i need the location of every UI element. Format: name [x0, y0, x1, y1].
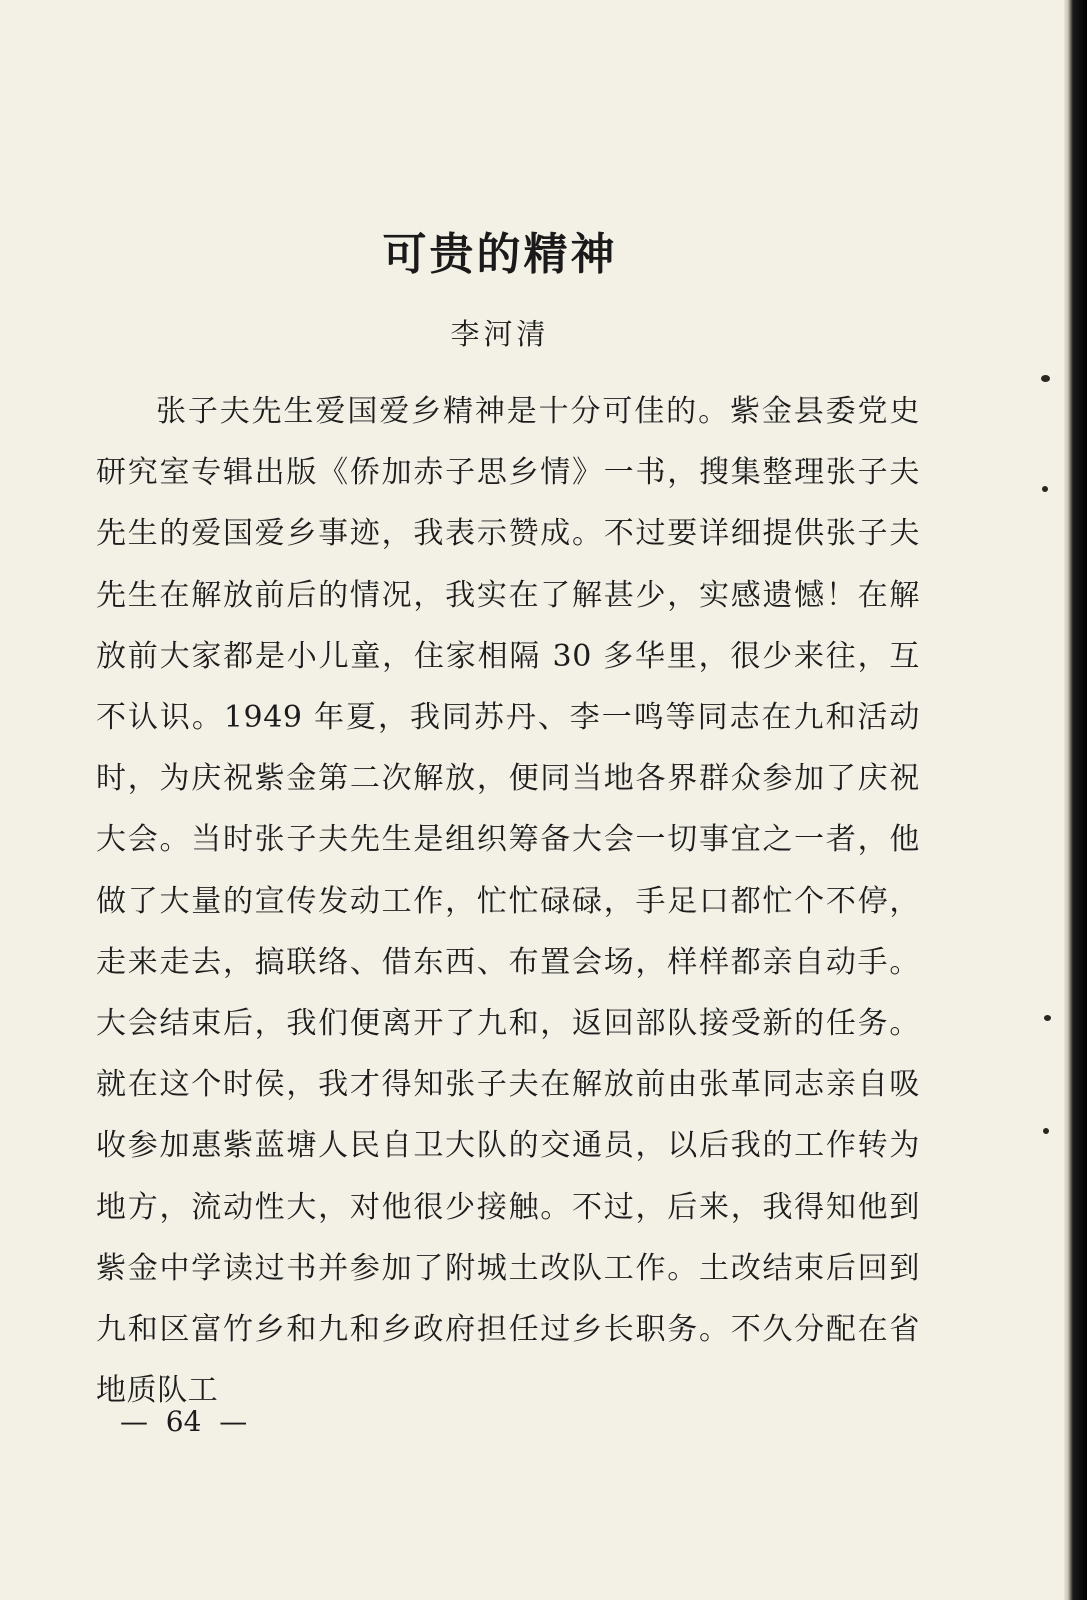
ink-speck	[1041, 375, 1050, 382]
ink-speck	[1043, 1128, 1049, 1134]
author-name: 李河清	[450, 317, 550, 351]
scan-edge	[1064, 0, 1087, 1600]
body-paragraph: 张子夫先生爱国爱乡精神是十分可佳的。紫金县委党史研究室专辑出版《侨加赤子思乡情》一书，搜集整理张子夫先生的爱国爱乡事迹，我表示赞成。不过要详细提供张子夫先生在解放前后的情况，我实在了解甚少，实感遗憾！在解放前大家都是小儿童，住家相隔 30 多华里，很少来往，互不认识。1949 年夏，我同苏丹、李一鸣等同志在九和活动时，为庆祝紫金第二次解放，便同当地各界群众参加了庆祝大会。当时张子夫先生是组织筹备大会一切事宜之一者，他做了大量的宣传发动工作，忙忙碌碌，手足口都忙个不停，走来走去，搞联络、借东西、布置会场，样样都亲自动手。大会结束后，我们便离开了九和，返回部队接受新的任务。就在这个时侯，我才得知张子夫在解放前由张革同志亲自吸收参加惠紫蓝塘人民自卫大队的交通员，以后我的工作转为地方，流动性大，对他很少接触。不过，后来，我得知他到紫金中学读过书并参加了附城土改队工作。土改结束后回到九和区富竹乡和九和乡政府担任过乡长职务。不久分配在省地质队工	[96, 394, 920, 1409]
page-number: — 64 —	[120, 1405, 248, 1438]
ink-speck	[1042, 486, 1048, 492]
article-title: 可贵的精神	[382, 229, 618, 280]
ink-speck	[1044, 1015, 1051, 1021]
